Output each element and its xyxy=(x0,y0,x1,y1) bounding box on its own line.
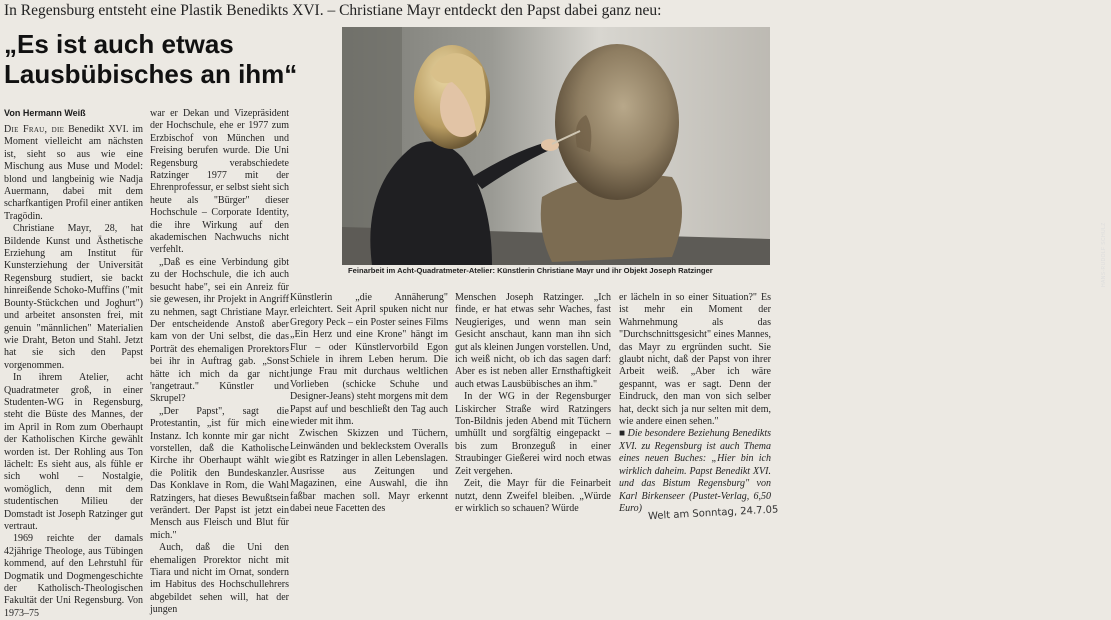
square-bullet-icon: ■ xyxy=(619,428,626,440)
paragraph: Zwischen Skizzen und Tüchern, Leinwänden und bekleckstem Overalls gibt es Ratzinger in allen Lebenslagen. Ausrisse aus Zeitungen und Magazinen, eine Auswahl, die ihn faßbar machen soll. Mayr erkennt dabei neue Facetten des xyxy=(290,428,448,514)
article-column-3 xyxy=(290,292,448,527)
photo-illustration xyxy=(342,27,770,265)
article-column-2 xyxy=(150,108,289,616)
handwritten-source-note: Welt am Sonntag, 24.7.05 xyxy=(647,504,779,523)
photo-caption: Feinarbeit im Acht-Quadratmeter-Atelier: Künstlerin Christiane Mayr und ihr Objekt Joseph Ratzinger xyxy=(348,266,713,275)
byline: Von Hermann Weiß xyxy=(4,108,86,118)
book-note-text: Die besondere Beziehung Benedikts XVI. zu Regensburg ist auch Thema eines neuen Buches: „Hier bin ich wirklich daheim. Papst Benedikt XVI. und das Bistum Regensburg" von Karl Birkenseer (Pustet-Verlag, 6,50 Euro) xyxy=(619,428,771,514)
paragraph: In der WG in der Regensburger Liskircher Straße wird Ratzingers Ton-Bildnis jeden Abend mit Tüchern umhüllt und sorgfältig eingepackt – bis zum Bronzeguß in einer Straubinger Gießerei wird noch etwas Zeit vergehen. xyxy=(455,391,611,477)
kicker: In Regensburg entsteht eine Plastik Benedikts XVI. – Christiane Mayr entdeckt den Papst dabei ganz neu: xyxy=(4,2,662,19)
photo-credit: HANS-RUDOLF SCHULZ xyxy=(1101,222,1107,287)
book-note xyxy=(619,428,771,515)
paragraph: Auch, daß die Uni den ehemaligen Prorektor nicht mit Tiara und nicht im Ornat, sondern im Habitus des Hochschullehrers abgebildet sehen will, hat der jungen xyxy=(150,542,289,616)
paragraph: 1969 reichte der damals 42jährige Theologe, aus Tübingen kommend, auf den Lehrstuhl für Dogmatik und Dogmengeschichte der Katholisch-Theologischen Fakultät der Uni Regensburg. Von 1973–75 xyxy=(4,533,143,619)
headline: „Es ist auch etwas Lausbübisches an ihm“ xyxy=(4,29,298,89)
article-column-5 xyxy=(619,292,771,514)
lead-caps: Die Frau, die xyxy=(4,124,65,135)
lead-paragraph xyxy=(4,124,143,223)
paragraph: Christiane Mayr, 28, hat Bildende Kunst und Ästhetische Erziehung am Institut für Kunsterziehung der Universität Regensburg studiert, sie backt hinreißende Schoko-Muffins ("mit Bounty-Stückchen und Joghurt") und arbeitet ansonsten frei, mit genuin "männlichen" Materialien wie Draht, Beton und Stahl. Jetzt hat sie sich den Papst vorgenommen. xyxy=(4,223,143,371)
paragraph: er lächeln in so einer Situation?" Es ist mehr ein Moment der Wahrnehmung als das "Durchschnittsgesicht" eines Mannes, das Mayr zu ergründen sucht. Sie glaubt nicht, daß der Papst von ihrer Arbeit weiß. „Aber ich wäre gespannt, was er sagt. Denn der Eindruck, den man von sich selber hat, deckt sich ja nur selten mit dem, wie andere einen sehen." xyxy=(619,292,771,428)
article-column-1 xyxy=(4,124,144,619)
paragraph: „Der Papst", sagt die Protestantin, „ist für mich eine Instanz. Ich konnte mir gar nicht vorstellen, daß die Katholische Kirche ihr Oberhaupt wählt wie die Politik den Bundeskanzler. Das Konklave in Rom, die Wahl Ratzingers, hat dieses Bewußtsein verändert. Der Papst ist jetzt ein Mensch aus Fleisch und Blut für mich." xyxy=(150,405,289,541)
paragraph: Benedikt XVI. im Moment vielleicht am nächsten ist, sieht so aus wie eine Mischung aus Muse und Model: blond und langbeinig wie Nadja Auermann, dabei mit dem scharfkantigen Profil einer antiken Tragödin. xyxy=(4,124,144,222)
paragraph: „Daß es eine Verbindung gibt zu der Hochschule, die ich auch besucht habe", sei ein Anreiz für sie gewesen, ihr Projekt in Angriff zu nehmen, sagt Christiane Mayr. Der entscheidende Anstoß aber kam von der Uni selbst, die das Porträt des ehemaligen Prorektors bei ihr in Auftrag gab. „Sonst hätte ich mich da gar nicht 'rangetraut." Künstler und Skrupel? xyxy=(150,256,289,405)
paragraph: Künstlerin „die Annäherung" erleichtert. Seit April spuken nicht nur Gregory Peck – ein Poster seines Films „Ein Herz und eine Krone" hängt im Flur – oder Künstlervorbild Egon Schiele in ihrem Leben herum. Die junge Frau mit durchaus weltlichen Vorlieben (schicke Schuhe und Designer-Jeans) steht morgens mit dem Papst auf und beschließt den Tag auch wieder mit ihm. xyxy=(290,292,448,428)
paragraph: Menschen Joseph Ratzinger. „Ich finde, er hat etwas sehr Waches, fast Neugieriges, und wenn man sein Gesicht anschaut, kann man ihn sich gut als kleinen Jungen vorstellen. Und, ich weiß nicht, ob ich das sagen darf: Aber es ist neben aller Ernsthaftigkeit auch etwas Lausbübisches an ihm." xyxy=(455,292,611,390)
paragraph: Zeit, die Mayr für die Feinarbeit nutzt, denn Zweifel bleiben. „Würde er wirklich so schauen? Würde xyxy=(455,478,611,514)
paragraph: In ihrem Atelier, acht Quadratmeter groß, in einer Studenten-WG in Regensburg, steht die Büste des Mannes, der im April in Rom zum Oberhaupt der Katholischen Kirche gewählt worden ist. Der Rohling aus Ton lächelt: Es sieht aus, als fühle er sich wohl – Nostalgie, womöglich, denn mit dem studentischen Milieu der Domstadt ist Joseph Ratzinger gut vertraut. xyxy=(4,372,143,532)
paragraph: war er Dekan und Vizepräsident der Hochschule, ehe er 1977 zum Erzbischof von München und Freising berufen wurde. Die Uni Regensburg verabschiedete Ratzinger 1977 mit der Ehrenprofessur, er selbst sieht sich heute als "Bürger" dieser Hochschule – Corporate Identity, die ihre Wirkung auf den akademischen Nachwuchs nicht verfehlt. xyxy=(150,108,289,256)
article-column-4 xyxy=(455,292,611,527)
